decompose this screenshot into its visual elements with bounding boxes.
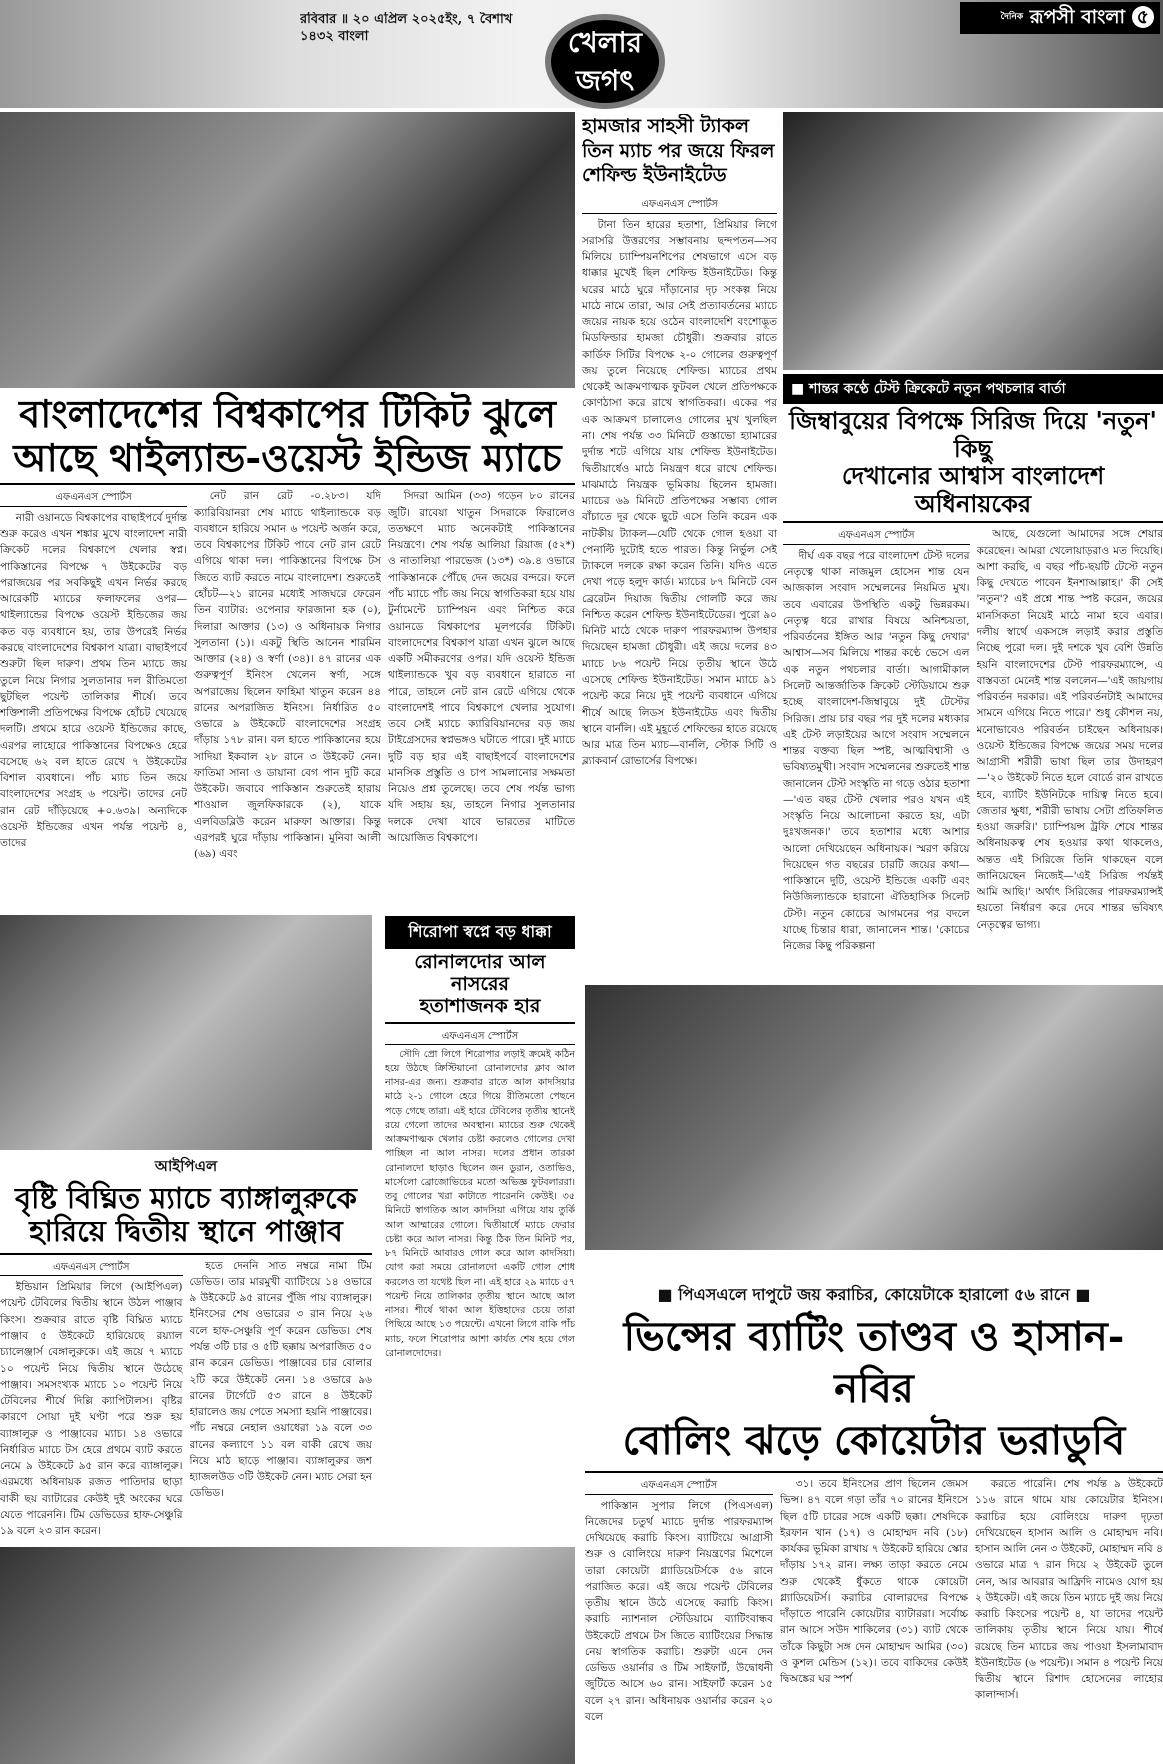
shanto-col-2 — [977, 526, 1163, 982]
headline-sheffield-line-3: শেফিল্ড ইউনাইটেড — [582, 164, 727, 187]
headline-ipl-line-1: বৃষ্টি বিঘ্নিত ম্যাচে ব্যাঙ্গালুরুকে — [15, 1181, 357, 1215]
section-title-line-1: খেলার — [567, 26, 643, 59]
headline-ipl — [0, 1182, 372, 1249]
psl-kicker-text: পিএসএলে দাপুটে জয় করাচির, কোয়েটাকে হারালো ৫৬ রানে — [678, 1285, 1070, 1304]
psl-text-1: পাকিস্তান সুপার লিগে (পিএসএল) নিজেদের চতুর্থ ম্যাচে দুর্দান্ত পারফরম্যান্স দেখিয়েছে করাচি কিংস। ব্যাটিংয়ে আগ্রাসী শুরু ও বোলিংয়ে দারুণ নিয়ন্ত্রণের মিশেলে তারা কোয়েটা গ্ল্যাডিয়েটর্সকে ৫৬ রানে পরাজিত করে। এই জয়ে পয়েন্ট টেবিলের তৃতীয় স্থানে উঠে এসেছে করাচি কিংস। করাচি ন্যাশনাল স্টেডিয়ামে ব্যাটিংবান্ধব উইকেটে প্রথমে টস জিতে ব্যাটিংয়ের সিদ্ধান্ত নেয় স্বাগতিক করাচি। শুরুটা এনে দেন ডেভিড ওয়ার্নার ও টিম সাইফার্ট, উদ্বোধনী জুটিতে আসে ৬০ রান। সাইফার্ট করেন ১৫ বলে ২৭ রান। অধিনায়ক ওয়ার্নার করেন ২০ বলে — [585, 1499, 773, 1723]
shanto-col-1 — [783, 526, 970, 982]
ipl-columns — [0, 1253, 372, 1544]
psl-col-3 — [975, 1476, 1163, 1764]
psl-text-2: ৩১। তবে ইনিংসের প্রাণ ছিলেন জেমস ভিন্স। ৪৭ বলে গড়া তাঁর ৭০ রানের ইনিংসে ছিল ৫টি চারের সঙ্গে একটি ছক্কা। শেষদিকে ইরফান খান (১৭) ও মোহাম্মদ নবি (১৮) কার্যকর ভূমিকা রাখায় ৭ উইকেট হারিয়ে স্কোর দাঁড়ায় ১৭২ রান। লক্ষ্য তাড়া করতে নেমে শুরু থেকেই ধুঁকতে থাকে কোয়েটা গ্ল্যাডিয়েটর্স। করাচির বোলারদের বিপক্ষে দাঁড়াতে পারেনি কোয়েটার ব্যাটাররা। সর্বোচ্চ রান আসে সউদ শাকিলের (৩১) ব্যাট থেকে তাঁকে কিছুটা সঙ্গ দেন মোহাম্মদ আমির (৩০) ও কুশল মেন্ডিস (১২)। তবে বাকিদের কেউই দ্বিঅঙ্কের ঘর স্পর্শ — [780, 1478, 968, 1686]
shanto-text-2: আছে, যেগুলো আমাদের সঙ্গে শেয়ার করেছেন। আমরা খেলোয়াড়রাও মত দিয়েছি। আশা করছি, এ বছর পাঁচ-ছয়টি টেস্টে নতুন কিছু দেখতে পাবেন ইনশাআল্লাহ।' কী সেই 'নতুন'? এই প্রশ্নে শান্ত স্পষ্ট করেন, জয়ের মানসিকতা নিয়েই মাঠে নামা হবে এবার। দলীয় স্বার্থে একসঙ্গে লড়াই করার প্রস্তুতি নিচ্ছে পুরো দল। দুই দশকে খুব বেশি উন্নতি হয়নি বাংলাদেশের টেস্ট পারফরম্যান্সে, এ বাস্তবতা মেনেই শান্ত বললেন—'এই জায়গায় পরিবর্তন দরকার। এই পরিবর্তনটাই আমাদের সামনে এগিয়ে নিতে পারে।' শুধু কৌশল নয়, মনোভাবেও পরিবর্তন চাইছেন অধিনায়ক। ওয়েস্ট ইন্ডিজের বিপক্ষে জয়ের সময় দলের আগ্রাসী শরীরী ভাষা ছিল তার উদাহরণ—'২০ উইকেট নিতে হলে বোর্ডে রান রাখতে হবে, ব্যাটিং ইউনিটকে দায়িত্ব নিতে হবে। জেতার ক্ষুধা, শরীরী ভাষায় সেটা প্রতিফলিত হওয়া জরুরি।' চ্যাম্পিয়ন্স ট্রফি শেষে শান্তর অধিনায়কত্ব শেষ হওয়ার কথা থাকলেও, অন্তত এই সিরিজে তিনি থাকছেন বলে জানিয়েছেন নিজেই—'এই সিরিজ পর্যন্তই আমি আছি।' অর্থাৎ সিরিজের পারফরম্যান্সই হয়তো নির্ধারণ করে দেবে শান্তর ভবিষ্যৎ নেতৃত্বের ভাগ্য। — [976, 528, 1163, 931]
ronaldo-photo — [0, 1547, 575, 1764]
section-title-line-2: জগৎ — [575, 64, 635, 97]
byline: এফএনএস স্পোর্টস — [0, 1260, 183, 1277]
headline-ronaldo-line-1: রোনালদোর আল নাসরের — [414, 951, 546, 995]
psl-photo — [585, 985, 1163, 1250]
women-columns — [0, 483, 575, 912]
shanto-kicker-text: শান্তর কণ্ঠে টেস্ট ক্রিকেটে নতুন পথচলার বার্তা — [809, 381, 1066, 397]
byline: এফএনএস স্পোর্টস — [0, 490, 187, 507]
shanto-text-1: দীর্ঘ এক বছর পরে বাংলাদেশ টেস্ট দলের নেতৃত্বে থাকা নাজমুল হোসেন শান্ত যেন আজকাল সংবাদ সম্মেলনের নিয়মিত মুখ। তবে এবারের উপস্থিতি একটু ভিন্নরকম। নেতৃত্ব ধরে রাখার বিষয়ে অনিশ্চয়তা, পরিবর্তনের ইঙ্গিত আর 'নতুন কিছু দেখার' আশ্বাস—সব মিলিয়ে শান্তর কণ্ঠে ভেসে এল এক নতুন পথচলার বার্তা। আগামীকাল সিলেট আন্তর্জাতিক ক্রিকেট স্টেডিয়ামে শুরু হচ্ছে বাংলাদেশ-জিম্বাবুয়ে দুই টেস্টের সিরিজ। প্রায় চার বছর পর দুই দলের মধ্যকার এই টেস্ট লড়াইয়ের আগে সংবাদ সম্মেলনে শান্তর বক্তব্য ছিল স্পষ্ট, আত্মবিশ্বাসী ও ভবিষ্যতমুখী। সংবাদ সম্মেলনের শুরুতেই শান্ত জানালেন টেস্ট সংস্কৃতি না গড়ে ওঠার হতাশা—'এত বছর টেস্ট খেলার পরও যখন এই সংস্কৃতি নিয়ে আলোচনা করতে হয়, এটা দুঃখজনক।' তবে হতাশার মধ্যে আশার আলো দেখিয়েছেন অধিনায়ক। স্মরণ করিয়ে দিয়েছেন গত বছরের চারটি জয়ের কথা—পাকিস্তানে দুটি, ওয়েস্ট ইন্ডিজে একটি এবং নিউজিল্যান্ডকে হারানো ঐতিহাসিক সিলেট টেস্ট। নতুন কোচের আগমনের পর বদলে যাচ্ছে চিন্তার ধারা, জানালেন শান্ত। 'কোচের নিজের কিছু পরিকল্পনা — [783, 549, 970, 953]
ipl-col-1 — [0, 1258, 183, 1544]
psl-col-1 — [585, 1476, 773, 1764]
psl-text-3: করতে পারেনি। শেষ পর্যন্ত ৯ উইকেটে ১১৬ রানে থামে যায় কোয়েটার ইনিংস। করাচির হয়ে বোলিংয়ে দারুণ দৃঢ়তা দেখিয়েছেন হাসান আলি ও মোহাম্মদ নবি। হাসান আলি নেন ৩ উইকেট, মোহাম্মদ নবি ৪ ওভারে মাত্র ৭ রান দিয়ে ২ উইকেট তুলে নেন, আর আবরার আফ্রিদি নামেও যোগ হয় ২ উইকেট। এই জয়ে তিন ম্যাচে দুই জয় নিয়ে করাচি কিংসের পয়েন্ট ৪, যা তাদের পয়েন্ট তালিকায় তৃতীয় স্থানে নিয়ে যায়। শীর্ষে রয়েছে তিন ম্যাচের জয় পাওয়া ইসলামাবাদ ইউনাইটেড (৬ পয়েন্ট)। সমান ৪ পয়েন্ট নিয়ে দ্বিতীয় স্থানে রিশাদ হোসেনের লাহোর কালান্দার্স। — [975, 1478, 1163, 1702]
women-col-1 — [0, 488, 187, 912]
psl-columns — [585, 1471, 1163, 1764]
ronaldo-text: সৌদি প্রো লিগে শিরোপার লড়াই ক্রমেই কঠিন হয়ে উঠছে ক্রিস্টিয়ানো রোনালদোর ক্লাব আল নাসর-এর জন্য। শুক্রবার রাতে আল কাদসিয়ার মাঠে ২-১ গোলে হেরে গিয়ে রীতিমতো পেছনে পড়ে গেছে তারা। এই হারে টেবিলের তৃতীয় স্থানেই রয়ে গেলো তাদের অবস্থান। ম্যাচের শুরু থেকেই আক্রমণাত্মক খেলার চেষ্টা করলেও গোলের দেখা পাচ্ছিল না আল নাসর। দলের প্রধান তারকা রোনালদো ছাড়াও ছিলেন জন ডুরান, ওতাভিও, মার্সেলো ব্রোজোভিচের মতো অভিজ্ঞ ফুটবলাররা। তবু গোলের খরা কাটাতে পারেননি কেউই। ৩৫ মিনিটে স্বাগতিক আল কাদসিয়া এগিয়ে যায় তুর্কি আল আম্মারের গোলে। দ্বিতীয়ার্ধে ম্যাচে ফেরার চেষ্টা করে আল নাসর। কিন্তু ঠিক তিন মিনিট পর, ৮৭ মিনিটে আবারও গোল করে আল কাদসিয়া। যোগ করা সময়ে রোনালদো একটি গোল শোধ করলেও তা যথেষ্ট ছিল না। এই হারে ২৯ ম্যাচে ৫৭ পয়েন্ট নিয়ে তালিকার তৃতীয় স্থানে আছে আল নাসর। শীর্ষে থাকা আল ইত্তিহাদের চেয়ে তারা পিছিয়ে আছে ১৩ পয়েন্টে। এখনো লিগে বাকি পাঁচ ম্যাচ, ফলে শিরোপার আশা কার্যত শেষ হয়ে গেল রোনালদোদের। — [385, 1048, 575, 1359]
shanto-columns — [783, 521, 1163, 982]
story-ipl — [0, 1153, 372, 1544]
page-number: ৫ — [1132, 6, 1154, 28]
headline-women-line-1: বাংলাদেশের বিশ্বকাপের টিকিট ঝুলে — [19, 392, 556, 436]
headline-sheffield-line-2: তিন ম্যাচ পর জয়ে ফিরল — [582, 139, 775, 162]
headline-ipl-line-2: হারিয়ে দ্বিতীয় স্থানে পাঞ্জাব — [29, 1214, 343, 1249]
ronaldo-body — [385, 1027, 575, 1544]
headline-women — [0, 392, 575, 479]
headline-sheffield — [582, 114, 777, 188]
ronaldo-kicker: শিরোপা স্বপ্নে বড় ধাক্কা — [385, 916, 575, 949]
sheffield-body — [582, 195, 777, 982]
story-psl — [585, 1280, 1163, 1764]
headline-women-line-2: আছে থাইল্যান্ড-ওয়েস্ট ইন্ডিজ ম্যাচে — [13, 434, 562, 480]
psl-kicker: ■ পিএসএলে দাপুটে জয় করাচির, কোয়েটাকে হারালো ৫৬ রানে ■ — [657, 1285, 1091, 1304]
story-sheffield — [582, 114, 777, 982]
headline-psl-line-2: বোলিং ঝড়ে কোয়েটার ভরাডুবি — [622, 1417, 1126, 1464]
paper-name — [960, 2, 1160, 34]
headline-shanto-line-2: দেখানোর আশ্বাস বাংলাদেশ অধিনায়কের — [841, 461, 1105, 518]
ipl-col-2 — [190, 1258, 373, 1544]
headline-sheffield-line-1: হামজার সাহসী ট্যাকল — [582, 115, 750, 137]
story-shanto — [783, 374, 1163, 982]
ipl-photo — [0, 915, 372, 1150]
headline-psl — [585, 1311, 1163, 1467]
paper-tag: দৈনিক — [1000, 12, 1024, 22]
sheffield-text: টানা তিন হারের হতাশা, প্রিমিয়ার লিগে সরাসরি উত্তরণের সম্ভাবনায় ছন্দপতন—সব মিলিয়ে চ্যাম্পিয়নশিপের শেষভাগে এসে বড় ধাক্কার মুখেই ছিল শেফিল্ড ইউনাইটেড। কিন্তু ঘরের মাঠে ঘুরে দাঁড়ানোর দৃঢ় সংকল্প নিয়ে মাঠে নামে তারা, আর সেই প্রত্যাবর্তনের ম্যাচে জয়ের নায়ক হয়ে ওঠেন বাংলাদেশি বংশোদ্ভূত মিডফিল্ডার হামজা চৌধুরী। শুক্রবার রাতে কার্ডিফ সিটির বিপক্ষে ২-০ গোলের গুরুত্বপূর্ণ জয় তুলে নিয়েছে শেফিল্ড। ম্যাচের প্রথম থেকেই আক্রমণাত্মক ফুটবল খেলে প্রতিপক্ষকে কোণঠাসা করে রাখে স্বাগতিকরা। একের পর এক আক্রমণ চালালেও গোলের মুখ খুলছিল না। শেষ পর্যন্ত ৩৩ মিনিটে গুস্তাভো হ্যামারের দুর্দান্ত শটে এগিয়ে যায় শেফিল্ড ইউনাইটেড। দ্বিতীয়ার্ধেও মাঠে নিয়ন্ত্রণ ধরে রাখে শেফিল্ড। মাঝমাঠে নিয়ন্ত্রক ভূমিকায় ছিলেন হামজা। ম্যাচের ৬৯ মিনিটে প্রতিপক্ষের সম্ভাব্য গোল বাঁচাতে দূর থেকে ছুটে এসে তিনি করেন এক নাটকীয় ট্যাকল—যেটি থেকে গোল হওয়া বা পেনাল্টি দুটোই হতে পারত। কিন্তু নির্ভুল সেই ট্যাকলে দলকে রক্ষা করেন তিনি। যদিও এতে দেখা পড়ে হলুদ কার্ড। ম্যাচের ৮৭ মিনিটে বেন ব্রেরেটন দিয়াজ দ্বিতীয় গোলটি করে জয় নিশ্চিত করেন শেফিল্ড ইউনাইটেডের। পুরো ৯০ মিনিট মাঠে থেকে দারুণ পারফরম্যান্স উপহার দিয়েছেন হামজা চৌধুরী। এই জয়ে দলের ৪৩ ম্যাচে ৮৬ পয়েন্ট নিয়ে তৃতীয় স্থানে উঠে এসেছে শেফিল্ড ইউনাইটেড। সমান ম্যাচে ৯১ পয়েন্ট করে নিয়ে দুই পয়েন্ট ব্যবধানে এগিয়ে শীর্ষে আছে লিডস ইউনাইটেড এবং দ্বিতীয় স্থানে বার্নলি। এই মুহূর্তে শেফিল্ডের হাতে রয়েছে আর মাত্র তিন ম্যাচ—বার্নলি, স্টোক সিটি ও ব্ল্যাকবার্ন রোভার্সের বিপক্ষে। — [582, 218, 777, 768]
headline-shanto — [783, 407, 1163, 517]
headline-ronaldo-line-2: হতাশাজনক হার — [419, 994, 541, 1017]
ronaldo-columns — [385, 1022, 575, 1544]
byline: এফএনএস স্পোর্টস — [783, 528, 970, 545]
story-women — [0, 392, 575, 912]
byline: এফএনএস স্পোর্টস — [582, 197, 777, 214]
sheffield-columns — [582, 192, 777, 982]
ipl-text-1: ইন্ডিয়ান প্রিমিয়ার লিগে (আইপিএল) পয়েন্ট টেবিলের দ্বিতীয় স্থানে উঠল পাঞ্জাব কিংস। শুক্রবার রাতে বৃষ্টি বিঘ্নিত ম্যাচে পাঞ্জাব ৫ উইকেটে হারিয়েছে রয়্যাল চ্যালেঞ্জার্স বেঙ্গালুরুকে। এই জয়ে ৭ ম্যাচে ১০ পয়েন্ট নিয়ে দ্বিতীয় স্থানে উঠেছে পাঞ্জাব। সমসংখ্যক ম্যাচে ১০ পয়েন্ট নিয়ে টেবিলের শীর্ষে দিল্লি ক্যাপিটালস। বৃষ্টির কারণে সোয়া দুই ঘণ্টা পরে শুরু হয় ব্যাঙ্গালুরু ও পাঞ্জাবের ম্যাচ। ১৪ ওভারে নির্ধারিত ম্যাচে টস হেরে প্রথমে ব্যাট করতে নেমে ৯ উইকেটে ৯৫ রান করে ব্যাঙ্গালুরু। এরমধ্যে অধিনায়ক রজত পাতিদার ছাড়া বাকী ছয় ব্যাটারের কেউই দুই অংকের ঘরে যেতে পারেননি। টিম ডেভিডের হাফ-সেঞ্চুরি ১৯ বলে ২৩ রান করেন। — [0, 1281, 183, 1538]
headline-psl-line-1: ভিন্সের ব্যাটিং তাণ্ডব ও হাসান-নবির — [623, 1313, 1125, 1412]
women-col-3 — [388, 488, 575, 912]
byline: এফএনএস স্পোর্টস — [585, 1478, 773, 1495]
byline: এফএনএস স্পোর্টস — [385, 1029, 575, 1045]
women-cricket-photo — [0, 112, 575, 388]
shanto-photo — [783, 112, 1163, 370]
headline-shanto-line-1: জিম্বাবুয়ের বিপক্ষে সিরিজ দিয়ে 'নতুন' কিছু — [789, 406, 1157, 463]
psl-col-2 — [780, 1476, 968, 1764]
women-text-1: নারী ওয়ানডে বিশ্বকাপের বাছাইপর্বে দুর্দান্ত শুরু করেও এখন শঙ্কার মুখে বাংলাদেশ নারী ক্রিকেট দলের বিশ্বকাপে খেলার স্বপ্ন। পাকিস্তানের বিপক্ষে ৭ উইকেটের বড় পরাজয়ের পর সবকিছুই এখন নির্ভর করছে আরেকটি ম্যাচের ফলাফলের ওপর—থাইল্যান্ডের বিপক্ষে ওয়েস্ট ইন্ডিজের জয় কত বড় ব্যবধানে হয়, তার উপরেই নির্ভর করছে বাংলাদেশের বিশ্বকাপ যাত্রা। বাছাইপর্বে শুরুটা ছিল দারুণ। প্রথম তিন ম্যাচে জয় তুলে নিয়ে নিগার সুলতানার দল রীতিমতো ছুটছিল পয়েন্ট তালিকার শীর্ষে। তবে শক্তিশালী প্রতিপক্ষের বিপক্ষে হোঁচট খেয়েছে দলটি। প্রথমে হারে ওয়েস্ট ইন্ডিজের কাছে, এরপর লাহোরে পাকিস্তানের বিপক্ষেও হেরে বসেছে ৬২ বল হাতে রেখে ৭ উইকেটের বিশাল ব্যবধানে। পাঁচ ম্যাচ তিন জয়ে বাংলাদেশের সংগ্রহ ৬ পয়েন্ট। তাদের নেট রান রেট দাঁড়িয়েছে +০.৬৩৯। অন্যদিকে ওয়েস্ট ইন্ডিজের এখন পর্যন্ত পয়েন্ট ৪, তাদের — [0, 511, 187, 850]
women-col-2 — [194, 488, 381, 912]
headline-ronaldo — [385, 952, 575, 1018]
shanto-kicker: ■ শান্তর কণ্ঠে টেস্ট ক্রিকেটে নতুন পথচলার বার্তা — [783, 374, 1163, 404]
women-text-2: নেট রান রেট -০.২৮৩। যদি ক্যারিবিয়ানরা শেষ ম্যাচে থাইল্যান্ডকে বড় ব্যবধানে হারিয়ে সমান ৬ পয়েন্ট অর্জন করে, তবে বিশ্বকাপের টিকিট পাবে নেট রান রেটে এগিয়ে থাকা দল। পাকিস্তানের বিপক্ষে টস জিতে ব্যাট করতে নামে বাংলাদেশ। শুরুতেই হোঁচট—২১ রানের মধ্যেই সাজঘরে ফেরেন তিন ব্যাটার: ওপেনার ফারজানা হক (০), দিলারা আক্তার (১৩) ও অধিনায়ক নিগার সুলতানা (১)। একটু স্থিতি আনেন শারমিন আক্তার (২৪) ও স্বর্ণা (৩৪)। ৪৭ রানের এক গুরুত্বপূর্ণ ইনিংস খেলেন স্বর্ণা, সঙ্গে অপরাজেয় ছিলেন ফাহিমা খাতুন করেন ৪৪ রানের অপরাজিত ইনিংস। নির্ধারিত ৫০ ওভারে ৯ উইকেটে বাংলাদেশের সংগ্রহ দাঁড়ায় ১৭৮ রান। বল হাতে পাকিস্তানের হয়ে সাদিয়া ইকবাল ২৮ রানে ৩ উইকেট নেন। ফাতিমা সানা ও ডায়ানা বেগ পান দুটি করে উইকেট। জবাবে পাকিস্তান শুরুতেই হারায় শাওয়াল জুলফিকারকে (২), যাকে এলবিডব্লিউ করেন মারুফা আক্তার। কিন্তু এরপরই ঘুরে দাঁড়ায় পাকিস্তান। মুনিবা আলী (৬৯) এবং — [194, 490, 381, 861]
issue-date: রবিবার ॥ ২০ এপ্রিল ২০২৫ইং, ৭ বৈশাখ ১৪৩২ বাংলা — [300, 12, 513, 44]
women-text-3: সিদরা আমিন (৩৩) গড়েন ৮০ রানের জুটি। রাবেয়া খাতুন সিদরাকে ফিরালেও ততক্ষণে ম্যাচ অনেকটাই পাকিস্তানের নিয়ন্ত্রণে। শেষ পর্যন্ত আলিয়া রিয়াজ (৫২*) ও নাতালিয়া পারভেজ (১৩*) ৩৯.৪ ওভারে পাকিস্তানকে পৌঁছে দেন জয়ের বন্দরে। ফলে পাঁচ ম্যাচে পাঁচ জয় নিয়ে স্বাগতিকরা হয়ে যায় টুর্নামেন্টে চ্যাম্পিয়ন এবং নিশ্চিত করে ওয়ানডে বিশ্বকাপের মূলপর্বের টিকিট। বাংলাদেশের বিশ্বকাপ যাত্রা এখন ঝুলে আছে একটি সমীকরণের ওপর। যদি ওয়েস্ট ইন্ডিজ থাইল্যান্ডকে খুব বড় ব্যবধানে হারাতে না পারে, তাহলে নেট রান রেটে এগিয়ে থেকে বাংলাদেশই পাবে বিশ্বকাপে খেলার সুযোগ। তবে সেই ম্যাচে ক্যারিবিয়ানদের বড় জয় টাইগ্রেসদের স্বপ্নভঙ্গও ঘটাতে পারে। দুই ম্যাচে দুটি বড় হার এই বাছাইপর্বে বাংলাদেশের মানসিক প্রস্তুতি ও চাপ সামলানোর সক্ষমতা নিয়েও প্রশ্ন তুলেছে। তবে শেষ পর্যন্ত ভাগ্য যদি সহায় হয়, তাহলে নিগার সুলতানার দলকে দেখা যাবে ভারতের মাটিতে আয়োজিত বিশ্বকাপে। — [388, 490, 575, 844]
story-ronaldo — [385, 916, 575, 1544]
section-logo — [545, 14, 665, 109]
ipl-text-2: হতে দেননি সাত নম্বরে নামা টিম ডেভিড। তার মারমুখী ব্যাটিংয়ে ১৪ ওভারে ৯ উইকেটে ৯৫ রানের পুঁজি পায় ব্যাঙ্গালুরু। ইনিংসের শেষ ওভারের ৩ রান নিয়ে ২৬ বলে হাফ-সেঞ্চুরি পূর্ণ করেন ডেভিড। শেষ পর্যন্ত ৩টি চার ও ৫টি ছক্কায় অপরাজিত ৫০ রান করেন ডেভিড। পাঞ্জাবের চার বোলার ২টি করে উইকেট নেন। ১৪ ওভারে ৯৬ রানের টার্গেটে ৫৩ রানে ৪ উইকেট হারালেও জয় পেতে সমস্যা হয়নি পাঞ্জাবের। পাঁচ নম্বরে নেহাল ওয়াধেরা ১৯ বলে ৩৩ রানের কল্যাণে ১১ বল বাকী রেখে জয় নিয়ে মাঠ ছাড়ে পাঞ্জাব। ব্যাঙ্গালুরুর জশ হ্যাজলউড ৩টি উইকেট নেন। ম্যাচ সেরা হন ডেভিড। — [189, 1259, 372, 1500]
paper-title: রূপসী বাংলা — [1029, 6, 1126, 28]
ipl-kicker: আইপিএল — [154, 1157, 218, 1175]
